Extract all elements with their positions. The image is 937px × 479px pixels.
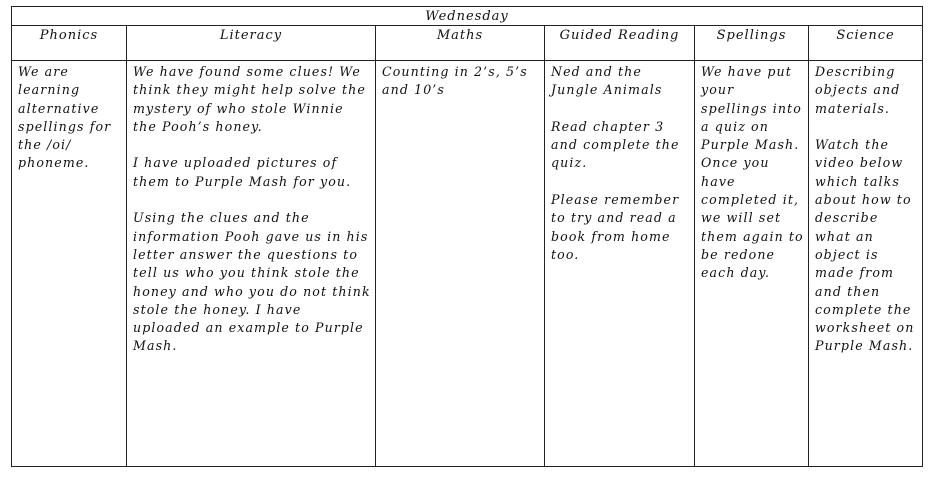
day-row bbox=[12, 7, 923, 26]
timetable bbox=[11, 6, 923, 467]
guided-reading-text-1: Ned and the Jungle Animals bbox=[551, 64, 663, 98]
spellings-cell bbox=[695, 61, 809, 467]
literacy-text-3: Using the clues and the information Pooh gave us in his letter answer the questions to tell us who you think stole the honey and who you do not think stole the honey. I have uploaded an example to Purple Mash. bbox=[133, 210, 371, 354]
header-science: Science bbox=[809, 26, 923, 61]
science-text-1: Describing objects and materials. bbox=[815, 64, 901, 116]
header-guided-reading: Guided Reading bbox=[545, 26, 695, 61]
header-row bbox=[12, 26, 923, 61]
guided-reading-cell bbox=[545, 61, 695, 467]
literacy-text-2: I have uploaded pictures of them to Purple Mash for you. bbox=[133, 155, 352, 189]
header-maths: Maths bbox=[376, 26, 545, 61]
guided-reading-text-3: Please remember to try and read a book from home too. bbox=[551, 192, 680, 262]
header-phonics: Phonics bbox=[12, 26, 127, 61]
header-spellings: Spellings bbox=[695, 26, 809, 61]
maths-text: Counting in 2’s, 5’s and 10’s bbox=[382, 64, 528, 98]
phonics-text: We are learning alternative spellings for the /oi/ phoneme. bbox=[18, 64, 112, 171]
guided-reading-text-2: Read chapter 3 and complete the quiz. bbox=[551, 118, 680, 171]
phonics-cell bbox=[12, 61, 127, 467]
spellings-text: We have put your spellings into a quiz on Purple Mash. Once you have completed it, we will set them again to be redone each day. bbox=[701, 64, 804, 281]
literacy-cell bbox=[127, 61, 376, 467]
header-literacy: Literacy bbox=[127, 26, 376, 61]
literacy-text-1: We have found some clues! We think they might help solve the mystery of who stole Winnie the Pooh’s honey. bbox=[133, 64, 366, 134]
science-text-2: Watch the video below which talks about how to describe what an object is made from and then complete the worksheet on Purple Mash. bbox=[815, 137, 915, 354]
science-cell bbox=[809, 61, 923, 467]
day-title: Wednesday bbox=[12, 7, 923, 26]
maths-cell bbox=[376, 61, 545, 467]
content-row bbox=[12, 61, 923, 467]
